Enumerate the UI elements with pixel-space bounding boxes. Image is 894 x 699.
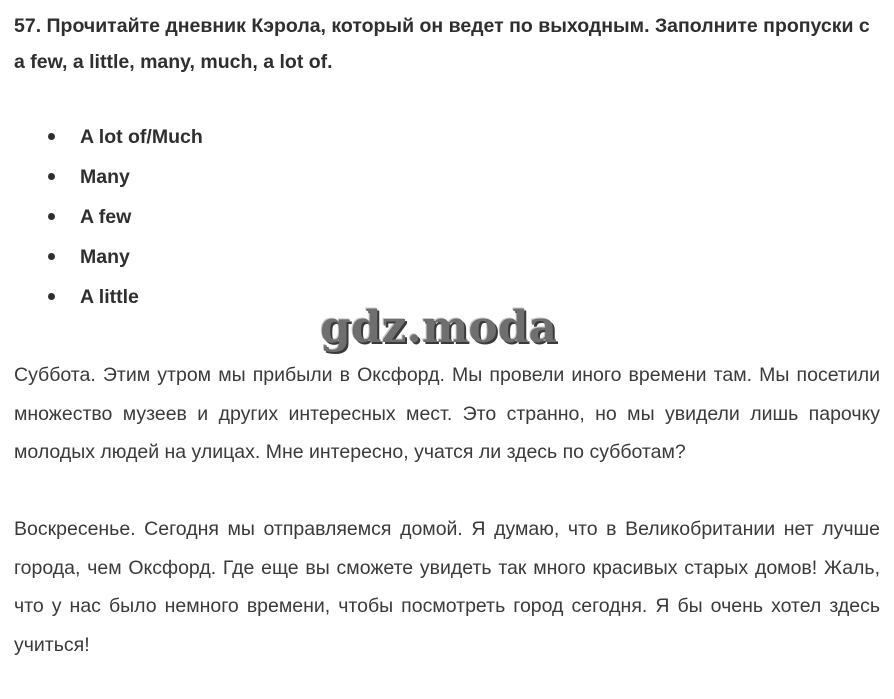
answer-label: A few [80, 206, 132, 228]
task-heading: 57. Прочитайте дневник Кэрола, который он ведет по выходным. Заполните пропуски с a few, a little, many, much, a lot of. [14, 15, 870, 73]
bullet-icon [48, 253, 55, 260]
bullet-icon [48, 293, 55, 300]
diary-paragraph-saturday: Суббота. Этим утром мы прибыли в Оксфорд. Мы провели иного времени там. Мы посетили множество музеев и других интересных мест. Это странно, но мы увидели лишь парочку молодых людей на улицах. Мне интересно, учатся ли здесь по субботам? [14, 364, 880, 463]
answer-label: A lot of/Much [80, 126, 203, 148]
bullet-icon [48, 213, 55, 220]
answer-label: A little [80, 286, 139, 308]
bullet-icon [48, 173, 55, 180]
bullet-icon [48, 133, 55, 140]
answer-label: Many [80, 166, 130, 188]
watermark-logo: gdz.moda [320, 302, 558, 353]
answer-label: Many [80, 246, 130, 268]
diary-paragraph-sunday: Воскресенье. Сегодня мы отправляемся домой. Я думаю, что в Великобритании нет лучше города, чем Оксфорд. Где еще вы сможете увидеть так много красивых старых домов! Жаль, что у нас было немного времени, чтобы посмотреть город сегодня. Я бы очень хотел здесь учиться! [14, 518, 880, 656]
